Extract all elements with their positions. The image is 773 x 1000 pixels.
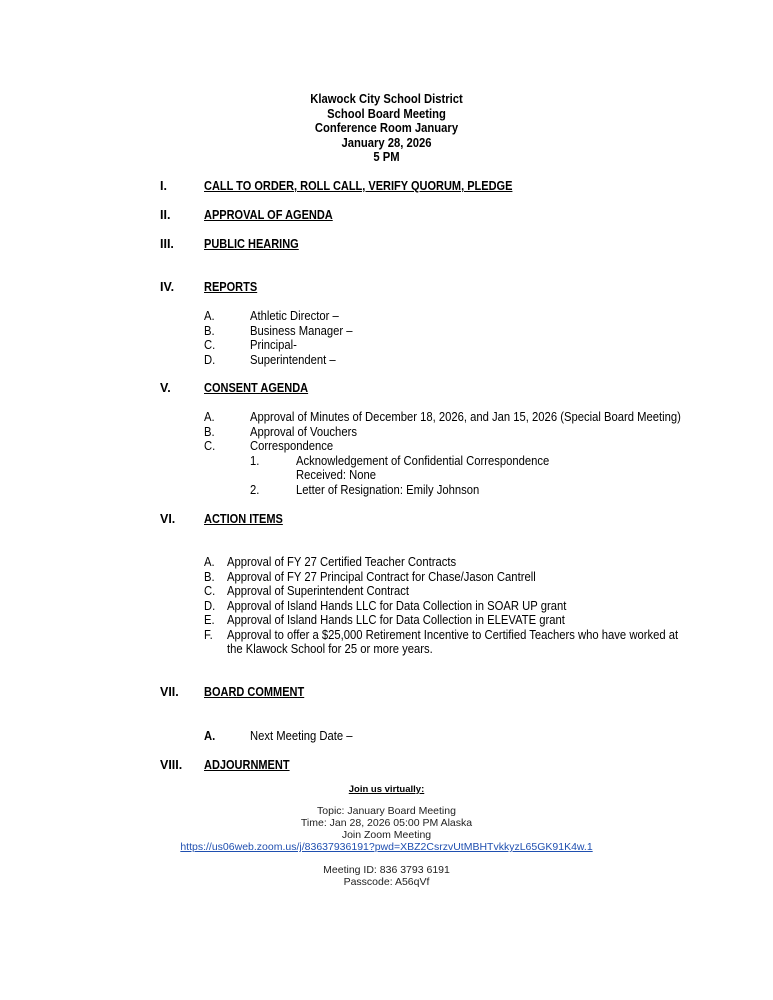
subitem-text: Received: None — [296, 468, 377, 482]
item-letter: C. — [204, 338, 216, 352]
item-letter: A. — [204, 309, 215, 323]
item-letter: F. — [204, 627, 213, 642]
item-text: Approval of Island Hands LLC for Data Collection in ELEVATE grant — [227, 613, 565, 627]
item-letter: A. — [204, 410, 215, 424]
zoom-passcode: Passcode: A56qVf — [343, 876, 430, 888]
item-letter: B. — [204, 424, 215, 439]
section-number: V. — [160, 381, 171, 395]
item-letter: B. — [204, 323, 215, 338]
item-letter: A. — [204, 729, 216, 743]
item-letter: B. — [204, 569, 215, 584]
item-text: the Klawock School for 25 or more years. — [227, 642, 433, 656]
section-number: VIII. — [160, 758, 183, 772]
meeting-room: Conference Room January — [314, 121, 459, 135]
item-letter: D. — [204, 598, 216, 613]
item-text: Correspondence — [250, 439, 334, 453]
item-letter: C. — [204, 584, 216, 598]
section-title-approval-of-agenda: APPROVAL OF AGENDA — [204, 208, 333, 222]
subitem-text: Acknowledgement of Confidential Correspondence — [296, 453, 550, 468]
meeting-date: January 28, 2026 — [341, 135, 432, 150]
subitem-number: 2. — [250, 482, 260, 497]
item-letter: D. — [204, 352, 216, 367]
section-title-adjournment: ADJOURNMENT — [204, 758, 290, 772]
zoom-join-label: Join Zoom Meeting — [341, 829, 432, 841]
item-text: Approval to offer a $25,000 Retirement Incentive to Certified Teachers who have worked at — [227, 627, 679, 642]
zoom-topic: Topic: January Board Meeting — [317, 805, 456, 817]
section-title-board-comment: BOARD COMMENT — [204, 685, 305, 699]
section-number: VII. — [160, 685, 179, 699]
subitem-text: Letter of Resignation: Emily Johnson — [296, 482, 480, 497]
section-title-action-items: ACTION ITEMS — [204, 512, 283, 526]
item-text: Approval of Vouchers — [250, 424, 357, 439]
section-number: II. — [160, 208, 171, 222]
zoom-time: Time: Jan 28, 2026 05:00 PM Alaska — [300, 817, 473, 829]
item-text: Approval of FY 27 Principal Contract for Chase/Jason Cantrell — [227, 569, 536, 584]
item-text: Superintendent – — [250, 352, 336, 367]
item-text: Approval of FY 27 Certified Teacher Contracts — [227, 555, 457, 569]
item-text: Principal- — [250, 338, 297, 352]
item-text: Approval of Island Hands LLC for Data Collection in SOAR UP grant — [227, 598, 567, 613]
item-text: Athletic Director – — [250, 309, 339, 323]
item-text: Approval of Minutes of December 18, 2026, and Jan 15, 2026 (Special Board Meeting) — [250, 410, 681, 424]
subitem-number: 1. — [250, 453, 260, 468]
section-title-reports: REPORTS — [204, 280, 258, 294]
section-number: I. — [160, 179, 167, 193]
section-title-consent-agenda: CONSENT AGENDA — [204, 381, 309, 395]
item-letter: A. — [204, 555, 215, 569]
section-title-call-to-order: CALL TO ORDER, ROLL CALL, VERIFY QUORUM, PLEDGE — [204, 179, 513, 193]
item-text: Next Meeting Date – — [250, 729, 353, 743]
section-number: IV. — [160, 280, 175, 294]
item-letter: C. — [204, 439, 216, 453]
virtual-heading: Join us virtually: — [348, 784, 425, 795]
section-number: III. — [160, 237, 174, 251]
section-number: VI. — [160, 512, 176, 526]
zoom-meeting-id: Meeting ID: 836 3793 6191 — [323, 864, 450, 876]
meeting-time: 5 PM — [373, 150, 400, 164]
meeting-title: School Board Meeting — [327, 106, 446, 121]
district-name: Klawock City School District — [310, 92, 463, 106]
item-text: Approval of Superintendent Contract — [227, 584, 409, 598]
section-title-public-hearing: PUBLIC HEARING — [204, 237, 299, 251]
zoom-meeting-link[interactable]: https://us06web.zoom.us/j/83637936191?pwd=XBZ2CsrzvUtMBHTvkkyzL65GK91K4w.1 — [180, 841, 593, 853]
item-text: Business Manager – — [250, 323, 353, 338]
item-letter: E. — [204, 613, 215, 627]
